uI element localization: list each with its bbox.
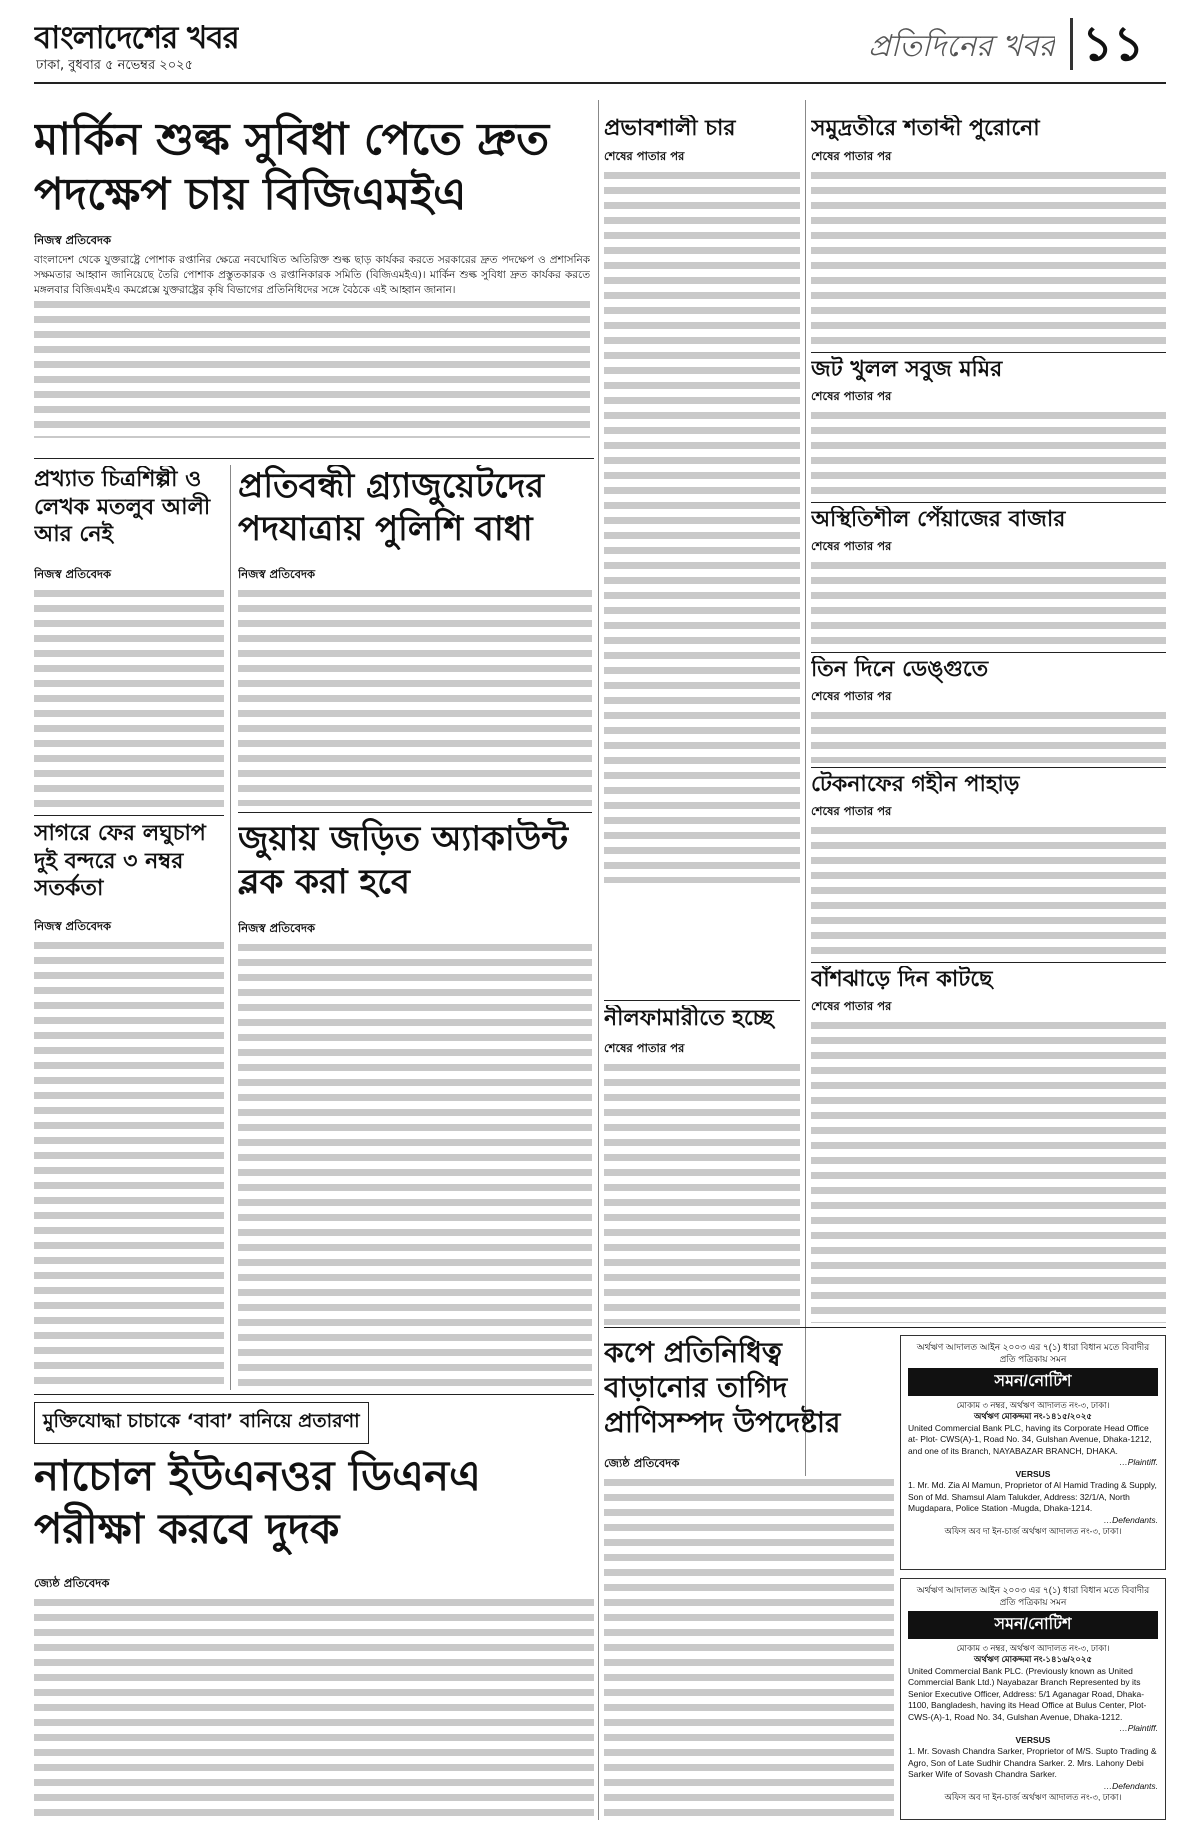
col3-headline-1: প্রভাবশালী চার [604, 116, 736, 141]
dna-article [34, 1575, 594, 1820]
notice-1-title: সমন/নোটিশ [908, 1368, 1158, 1396]
notice-1-defendant: 1. Mr. Md. Zia Al Mamun, Proprietor of Al Hamid Trading & Supply, Son of Md. Shamsul Alam Talukder, Address: 32/1/A, North Mugdapara, Police Station -Mugda, Dhaka-1214. [908, 1480, 1157, 1514]
notice-2-defendant-label: …Defendants. [1103, 1780, 1158, 1791]
court-notice-1 [900, 1335, 1166, 1570]
col4-body-5 [811, 824, 1166, 958]
section-rule [811, 502, 1166, 503]
masthead-name: বাংলাদেশের খবর [34, 20, 239, 56]
gambling-byline: নিজস্ব প্রতিবেদক [238, 921, 316, 935]
col4-headline-3: অস্থিতিশীল পেঁয়াজের বাজার [811, 507, 1066, 532]
section-rule [811, 962, 1166, 963]
notice-1-plaintiff-label: …Plaintiff. [1119, 1457, 1158, 1468]
col3-article-2 [604, 1040, 800, 1325]
gambling-body [238, 941, 592, 1388]
fisheries-body [604, 1476, 894, 1820]
col4-headline-1: সমুদ্রতীরে শতাব্দী পুরোনো [811, 116, 1040, 141]
notice-1-top: অর্থঋণ আদালত আইন ২০০৩ এর ৭(১) ধারা বিধান মতে বিবাদীর প্রতি পত্রিকায় সমন [916, 1342, 1150, 1365]
col4-body-1 [811, 169, 1166, 348]
section-rule [34, 458, 594, 459]
notice-1-defendant-label: …Defendants. [1103, 1514, 1158, 1525]
notice-1-court: মোকাম ৩ নম্বর, অর্থঋণ আদালত নং-৩, ঢাকা। [956, 1399, 1110, 1410]
police-byline: নিজস্ব প্রতিবেদক [238, 567, 316, 581]
col3-continued-1: শেষের পাতার পর [604, 149, 685, 163]
col4-body-4 [811, 709, 1166, 763]
col4-headline-4: তিন দিনে ডেঙ্গুতে [811, 657, 989, 682]
gambling-headline: জুয়ায় জড়িত অ্যাকাউন্ট ব্লক করা হবে [238, 819, 568, 902]
notice-2-plaintiff: United Commercial Bank PLC. (Previously known as United Commercial Bank Ltd.) Nayabazar Branch Represented by its Senior Executive Officer, Address: 5/1 Aganagar Road, Dhaka-1100, Bangladesh, having its Head Office at Bulus Center, Plot- CWS-(A)-1, Road No. 34, Gulshan Avenue, Dhaka-1212. [908, 1665, 1147, 1722]
col3-continued-2: শেষের পাতার পর [604, 1041, 685, 1055]
col4-headline-5: টেকনাফের গহীন পাহাড় [811, 772, 1020, 797]
lead-article [34, 232, 590, 454]
page-number: ১১ [1082, 16, 1145, 72]
notice-2-versus: VERSUS [1015, 1734, 1051, 1745]
police-article [238, 566, 592, 806]
gambling-article [238, 920, 592, 1388]
fisheries-headline: কপে প্রতিনিধিত্ব বাড়ানোর তাগিদ প্রাণিসম্পদ উপদেষ্টার [604, 1336, 841, 1439]
court-notice-2 [900, 1578, 1166, 1820]
section-rule [238, 812, 592, 813]
sea-article [34, 918, 224, 1388]
section-rule [604, 1327, 1166, 1328]
notice-2-title: সমন/নোটিশ [908, 1611, 1158, 1639]
col4-continued-4: শেষের পাতার পর [811, 689, 892, 703]
col4-article-3 [811, 538, 1166, 648]
obituary-headline: প্রখ্যাত চিত্রশিল্পী ও লেখক মতলুব আলী আর নেই [34, 467, 211, 547]
col4-body-3 [811, 559, 1166, 648]
obituary-byline: নিজস্ব প্রতিবেদক [34, 567, 112, 581]
col4-body-6 [811, 1019, 1166, 1323]
col4-continued-3: শেষের পাতার পর [811, 539, 892, 553]
notice-1-versus: VERSUS [1015, 1468, 1051, 1479]
masthead-date: ঢাকা, বুধবার ৫ নভেম্বর ২০২৫ [36, 58, 194, 73]
notice-2-court: মোকাম ৩ নম্বর, অর্থঋণ আদালত নং-৩, ঢাকা। [956, 1642, 1110, 1653]
dna-kicker-box [34, 1402, 369, 1444]
police-body [238, 587, 592, 806]
section-rule [604, 1000, 800, 1001]
col4-continued-5: শেষের পাতার পর [811, 804, 892, 818]
col4-continued-2: শেষের পাতার পর [811, 389, 892, 403]
notice-2-top: অর্থঋণ আদালত আইন ২০০৩ এর ৭(১) ধারা বিধান মতে বিবাদীর প্রতি পত্রিকায় সমন [916, 1585, 1150, 1608]
notice-2-case: অর্থঋণ মোকদ্দমা নং-১৪১৬/২০২৫ [974, 1654, 1092, 1665]
obituary-article [34, 566, 224, 811]
sea-byline: নিজস্ব প্রতিবেদক [34, 919, 112, 933]
col4-continued-6: শেষের পাতার পর [811, 999, 892, 1013]
section-rule [34, 815, 224, 816]
column-divider [598, 100, 599, 1820]
col3-body-1 [604, 169, 800, 883]
notice-1-case: অর্থঋণ মোকদ্দমা নং-১৪১৫/২০২৫ [974, 1411, 1092, 1422]
notice-2-defendant: 1. Mr. Sovash Chandra Sarker, Proprietor of M/S. Supto Trading & Agro, Son of Late Sudhir Chandra Sarker. 2. Mrs. Lahony Debi Sarker Wife of Sovash Chandra Sarker. [908, 1746, 1157, 1780]
section-rule [811, 652, 1166, 653]
col4-article-2 [811, 388, 1166, 498]
col4-continued-1: শেষের পাতার পর [811, 149, 892, 163]
section-rule [34, 1394, 594, 1395]
lead-headline: মার্কিন শুল্ক সুবিধা পেতে দ্রুত পদক্ষেপ চায় বিজিএমইএ [34, 114, 550, 220]
masthead-rule [34, 82, 1166, 84]
fisheries-article [604, 1455, 894, 1820]
section-title: প্রতিদিনের খবর [868, 29, 1055, 64]
col4-headline-2: জট খুলল সবুজ মমির [811, 357, 1003, 382]
col3-article-1 [604, 148, 800, 883]
section-rule [811, 352, 1166, 353]
dna-byline: জ্যেষ্ঠ প্রতিবেদক [34, 1576, 110, 1590]
col4-body-2 [811, 409, 1166, 498]
fisheries-byline: জ্যেষ্ঠ প্রতিবেদক [604, 1456, 680, 1470]
col4-article-1 [811, 148, 1166, 348]
lead-body: বাংলাদেশ থেকে যুক্তরাষ্ট্রে পোশাক রপ্তানির ক্ষেত্রে নবঘোষিত অতিরিক্ত শুল্ক ছাড় কার্যকর করতে সরকারের দ্রুত পদক্ষেপ ও প্রশাসনিক সক্ষমতার আহ্বান জানিয়েছে তৈরি পোশাক প্রস্তুতকারক ও রপ্তানিকারক সমিতি (বিজিএমইএ)। মার্কিন শুল্ক সুবিধা দ্রুত কার্যকর করতে মঙ্গলবার বিজিএমইএ কমপ্লেক্সে যুক্তরাষ্ট্রের কৃষি বিভাগের প্রতিনিধিদের সঙ্গে বৈঠকে এই আহ্বান জানান। [34, 254, 590, 297]
section-rule [811, 767, 1166, 768]
col4-article-6 [811, 998, 1166, 1323]
sea-body [34, 939, 224, 1388]
obituary-body [34, 587, 224, 811]
dna-headline: নাচোল ইউএনওর ডিএনএ পরীক্ষা করবে দুদক [34, 1451, 482, 1553]
col3-body-2 [604, 1061, 800, 1325]
lead-byline: নিজস্ব প্রতিবেদক [34, 233, 112, 247]
notice-2-plaintiff-label: …Plaintiff. [1119, 1723, 1158, 1734]
dna-kicker: মুক্তিযোদ্ধা চাচাকে ‘বাবা’ বানিয়ে প্রতারণা [34, 1402, 369, 1444]
col4-article-5 [811, 803, 1166, 958]
notice-2-footer: অফিস অব দা ইন-চার্জ অর্থঋণ আদালত নং-৩, ঢাকা। [944, 1791, 1122, 1802]
dna-body [34, 1596, 594, 1820]
col3-headline-2: নীলফামারীতে হচ্ছে [604, 1006, 774, 1031]
lead-body-continuation [34, 298, 590, 438]
masthead-divider [1070, 18, 1073, 70]
notice-1-plaintiff: United Commercial Bank PLC, having its Corporate Head Office at- Plot- CWS(A)-1, Road No. 34, Gulshan Avenue, Dhaka-1212, and one of its Branch, NAYABAZAR BRANCH, DHAKA. [908, 1422, 1152, 1456]
sea-headline: সাগরে ফের লঘুচাপ দুই বন্দরে ৩ নম্বর সতর্কতা [34, 821, 206, 901]
police-headline: প্রতিবন্ধী গ্র্যাজুয়েটদের পদযাত্রায় পুলিশি বাধা [238, 466, 545, 549]
notice-1-footer: অফিস অব দা ইন-চার্জ অর্থঋণ আদালত নং-৩, ঢাকা। [944, 1526, 1122, 1537]
col4-headline-6: বাঁশঝাড়ে দিন কাটছে [811, 967, 993, 992]
column-divider [230, 465, 231, 1390]
col4-article-4 [811, 688, 1166, 763]
